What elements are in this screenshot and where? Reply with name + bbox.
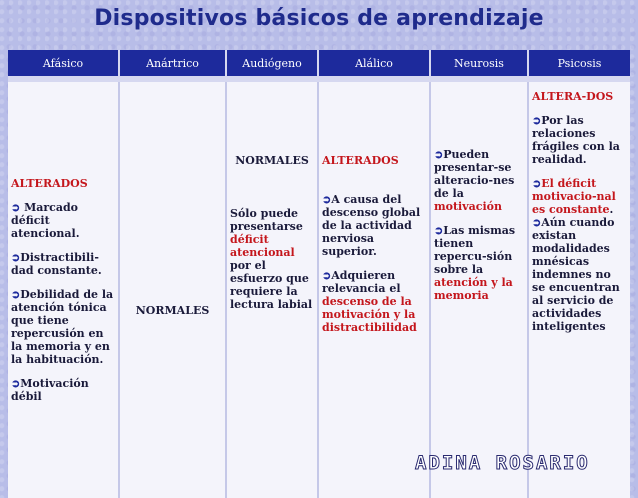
cell-audiogeno <box>226 79 318 498</box>
arrow-right-circle-icon: ➲ <box>322 193 332 206</box>
cell-neurosis <box>430 79 528 498</box>
item-text: Debilidad de la atención tónica que tiene repercusión en la memoria y en la habituación. <box>11 288 114 366</box>
item-text: Marcado déficit atencional. <box>11 201 80 240</box>
author-signature: ADINA ROSARIO <box>415 452 590 474</box>
list-item <box>11 377 115 403</box>
list-item <box>11 201 115 240</box>
comparison-table <box>8 50 630 498</box>
arrow-right-circle-icon: ➲ <box>434 148 444 161</box>
arrow-right-circle-icon: ➲ <box>322 269 332 282</box>
list-item: ➲Las mismas tienen repercu-sión sobre la atención y la memoria <box>434 224 516 302</box>
arrow-right-circle-icon: ➲ <box>11 251 21 264</box>
arrow-right-circle-icon: ➲ <box>532 114 542 127</box>
arrow-right-circle-icon: ➲ <box>11 288 21 301</box>
list-item: ➲Por las relaciones frágiles con la realidad. <box>532 114 620 166</box>
list-item: ➲A causa del descenso global de la actividad nerviosa superior. <box>322 193 421 258</box>
list-item: ➲Pueden presentar-se alteracio-nes de la motivación <box>434 148 515 213</box>
status-label: ALTERADOS <box>11 177 88 190</box>
column-header-audiogeno: Audiógeno <box>226 50 318 79</box>
column-header-psicosis: Psicosis <box>528 50 630 79</box>
page-title: Dispositivos básicos de aprendizaje <box>94 6 544 31</box>
arrow-right-circle-icon: ➲ <box>532 216 542 229</box>
item-text: Distractibili-dad constante. <box>11 251 102 277</box>
list-item <box>11 251 115 277</box>
arrow-right-circle-icon: ➲ <box>434 224 444 237</box>
description: Sólo puede presentarse déficit atencional por el esfuerzo que requiere la lectura labial <box>230 207 313 311</box>
arrow-right-circle-icon: ➲ <box>532 177 542 190</box>
arrow-right-circle-icon: ➲ <box>11 201 21 214</box>
table-row <box>8 79 630 498</box>
list-item: ➲El déficit motivacio-nal es constante. <box>532 177 616 216</box>
list-item: ➲Aún cuando existan modalidades mnésicas indemnes no se encuentran al servicio de actividades inteligentes <box>532 216 620 333</box>
status-label: NORMALES <box>235 154 309 167</box>
item-text: Motivación débil <box>11 377 89 403</box>
column-header-anartrico: Anártrico <box>119 50 226 79</box>
cell-afasico <box>8 79 119 498</box>
header-row <box>8 50 630 79</box>
status-label: NORMALES <box>135 303 210 317</box>
column-header-neurosis: Neurosis <box>430 50 528 79</box>
list-item: ➲Adquieren relevancia el descenso de la motivación y la distractibilidad <box>322 269 417 334</box>
cell-alalico <box>318 79 430 498</box>
column-header-afasico: Afásico <box>8 50 119 79</box>
status-label: ALTERADOS <box>322 154 399 167</box>
cell-psicosis <box>528 79 630 498</box>
status-label: ALTERA-DOS <box>532 90 614 103</box>
list-item <box>11 288 115 366</box>
column-header-alalico: Alálico <box>318 50 430 79</box>
arrow-right-circle-icon: ➲ <box>11 377 21 390</box>
cell-anartrico <box>119 79 226 498</box>
